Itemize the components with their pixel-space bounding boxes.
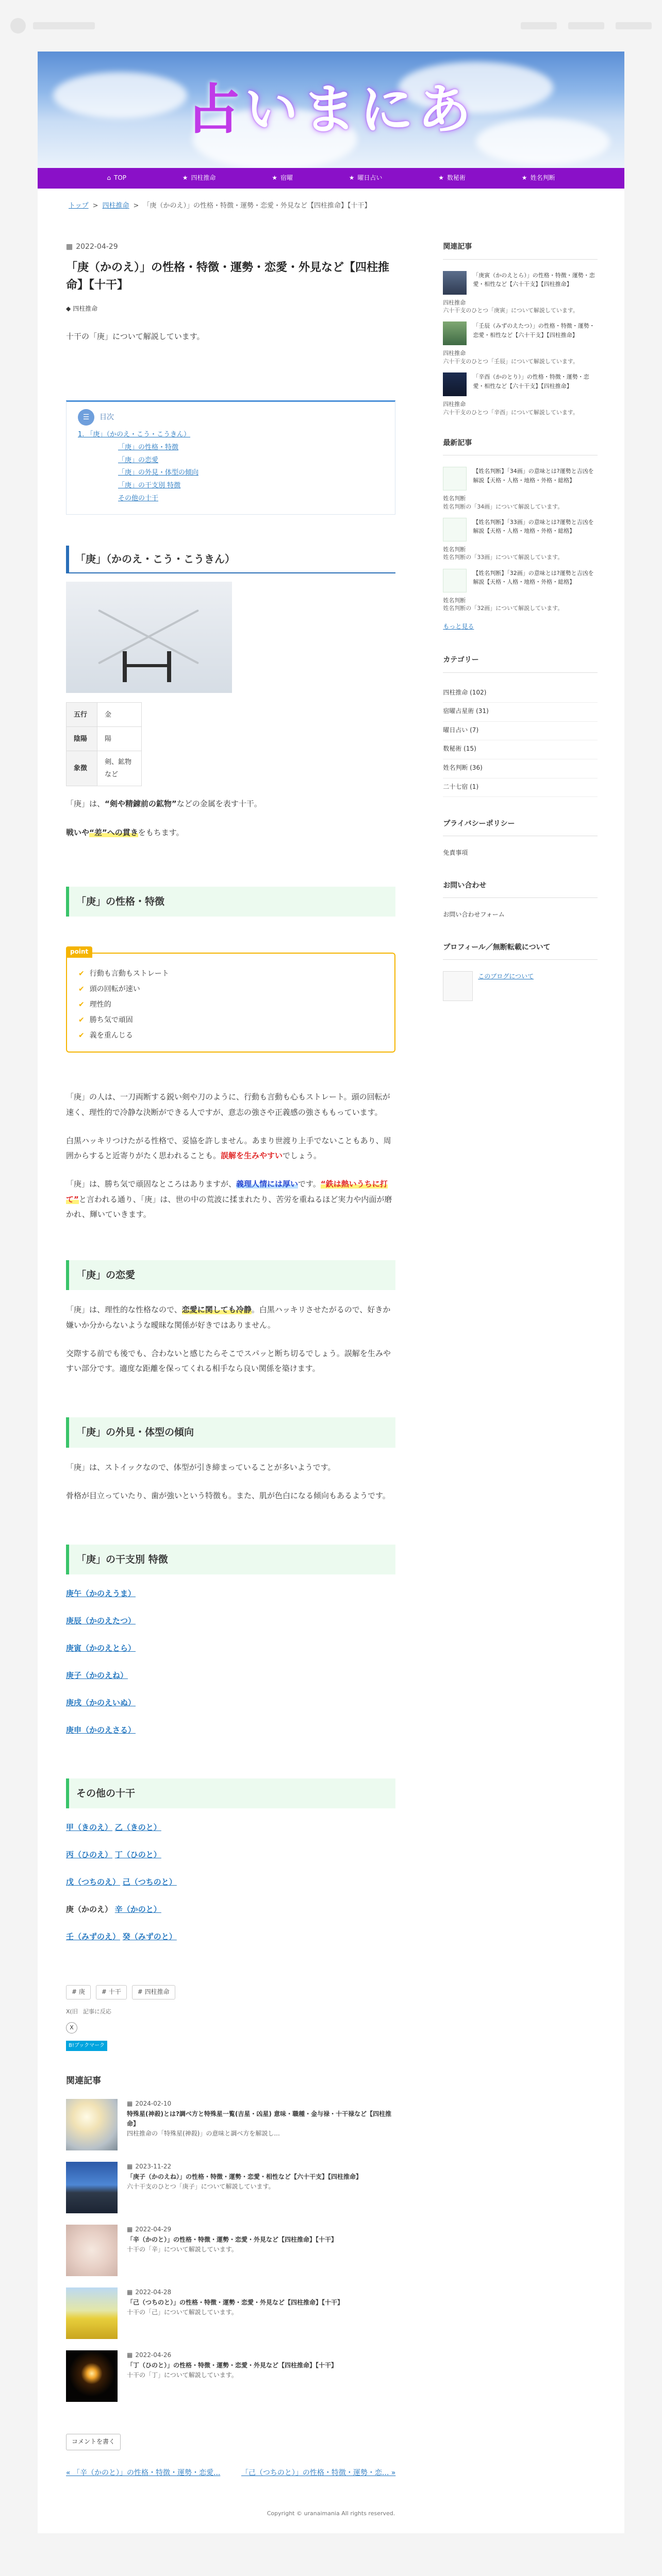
toc-item[interactable]: 1. 「庚」（かのえ・こう・こうきん） [78,431,191,439]
tag-chip[interactable]: # 十干 [96,1985,127,1999]
jikkan-link[interactable]: 乙（きのと） [114,1823,161,1833]
global-nav [38,168,624,189]
list-item: ✔ 勝ち気で頑固 [78,1012,383,1028]
list-item: ✔ 義を重んじる [78,1028,383,1043]
toc-subitem[interactable]: 「庚」の外見・体型の傾向 [118,469,199,477]
sidebar [443,241,598,2509]
category-item[interactable]: 曜日占い (7) [443,722,598,741]
tag-chip[interactable]: # 庚 [66,1985,91,1999]
related-item[interactable]: ▦ 2023-11-22 「庚子（かのえね）」の性格・特徴・運勢・恋愛・相性など【六十干支】【四柱推命】 六十干支のひとつ「庚子」について解説しています。 [66,2162,395,2213]
breadcrumb-current: 「庚（かのえ）」の性格・特徴・運勢・恋愛・外見など【四柱推命】【十干】 [143,202,371,210]
contact-link[interactable]: お問い合わせフォーム [443,911,505,919]
table-of-contents: ☰ 目次 1. 「庚」（かのえ・こう・こうきん） 「庚」の性格・特徴 「庚」の恋愛 「庚」の外見・体型の傾向 「庚」の干支別 特徴 その他の十干 [66,400,395,515]
category-item[interactable]: 姓名判断 (36) [443,759,598,778]
table-row: 五行 金 [67,703,142,727]
breadcrumb-category[interactable]: 四柱推命 [102,202,129,210]
related-heading: 関連記事 [66,2075,101,2086]
body-text: 「庚」は、理性的な性格なので、恋愛に関しても冷静。白黒ハッキリさせたがるので、好きか嫌いか分からないような曖昧な関係が好きではありません。 [66,1305,391,1330]
sidebar-post[interactable]: 「壬辰（みずのえたつ）」の性格・特徴・運勢・恋愛・相性など【六十干支】【四柱推命】 [443,321,598,345]
section-heading: 「庚」の干支別 特徴 [66,1545,395,1574]
category-widget: カテゴリー 四柱推命 (102) 宿曜占星術 (31) 曜日占い (7) 数秘術 (15) 姓名判断 (36) 二十七宿 (1) [443,654,598,797]
list-item: ✔ 行動も言動もストレート [78,966,383,981]
menu-icon[interactable] [10,18,26,33]
top-link[interactable] [616,22,652,29]
sidebar-post[interactable]: 「辛酉（かのとり）」の性格・特徴・運勢・恋愛・相性など【六十干支】【四柱推命】 [443,372,598,396]
nav-item-seimei[interactable]: ★ 姓名判断 [522,173,555,184]
related-item[interactable]: ▦ 2022-04-26 「丁（ひのと）」の性格・特徴・運勢・恋愛・外見など【四柱推命】【十干】 十干の「丁」について解説しています。 [66,2350,395,2402]
jikkan-link[interactable]: 己（つちのと） [122,1877,177,1887]
related-posts [66,2073,395,2402]
jikkan-link[interactable]: 甲（きのえ） [66,1823,113,1833]
nav-item-youbi[interactable]: ★ 曜日占い [349,173,383,184]
toc-subitem[interactable]: 「庚」の恋愛 [118,456,159,464]
sidebar-post[interactable]: 「庚寅（かのえとら）」の性格・特徴・運勢・恋愛・相性など【六十干支】【四柱推命】 [443,271,598,295]
thumbnail [66,2287,118,2339]
check-icon: ✔ [78,969,85,978]
category-item[interactable]: 四柱推命 (102) [443,684,598,703]
related-item[interactable]: ▦ 2022-04-29 「辛（かのと）」の性格・特徴・運勢・恋愛・外見など【四柱推命】【十干】 十干の「辛」について解説しています。 [66,2225,395,2276]
profile-widget: プロフィール／無断転載について このブログについて [443,941,598,1001]
jikkan-link[interactable]: 丙（ひのえ） [66,1850,113,1860]
category-item[interactable]: 二十七宿 (1) [443,778,598,798]
section-heading: 「庚」の恋愛 [66,1260,395,1290]
main-content [66,241,395,2509]
privacy-link[interactable]: 免責事項 [443,849,468,857]
calendar-icon: ▦ [127,2351,133,2359]
kanshi-link[interactable]: 庚午（かのえうま） [66,1589,136,1599]
tag-icon: ◆ [66,304,71,312]
nav-item-shichusuimei[interactable]: ★ 四柱推命 [183,173,216,184]
body-text: 「庚」は、勝ち気で頑固なところはありますが、義理人情には厚いです。“鉄は熱いうちに打て”と言われる通り、「庚」は、世の中の荒波に揉まれたり、苦労を重ねるほど実力や内面が磨かれ、輝いていきます。 [66,1179,392,1219]
star-icon: ★ [349,174,355,182]
calendar-icon: ▦ [127,2163,133,2171]
related-item[interactable]: ▦ 2024-02-10 特殊星(神殺)とは?調べ方と特殊星一覧(吉星・凶星) 意味・職種・金与禄・十干禄など【四柱推命】 四柱推命の「特殊星(神殺)」の意味と調べ方を解説し... [66,2099,395,2150]
list-icon: ☰ [78,409,94,426]
thumbnail [66,2225,118,2276]
thumbnail [443,372,467,396]
tag-chip[interactable]: # 四柱推命 [132,1985,175,1999]
more-link[interactable]: もっと見る [443,623,474,631]
check-icon: ✔ [78,1016,85,1025]
nav-item-numerology[interactable]: ★ 数秘術 [438,173,466,184]
toc-subitem[interactable]: 「庚」の性格・特徴 [118,444,179,452]
intro-text: 十干の「庚」について解説しています。 [66,332,205,342]
star-icon: ★ [521,174,527,182]
calendar-icon: ▦ [66,243,73,251]
body-text: 交際する前でも後でも、合わないと感じたらそこでスパッと断ち切るでしょう。誤解を生みやすい部分です。適度な距離を保ってくれる相手なら良い関係を築けます。 [66,1348,391,1374]
share-label[interactable]: 記事に反応 [82,2008,111,2015]
recent-posts: 最新記事 【姓名判断】「34画」の意味とは?運勢と吉凶を解説【天格・人格・地格・外格・総格】 姓名判断 姓名判断の「34画」について解説しています。 【姓名判断】「33画」の意味とは?運勢と吉凶を解説【天格・人格・地格・外格・総格】 姓名判断 姓名判断の「33画」について解説しています。 【姓名判断】「32画」の意味とは?運勢と吉凶を解説【天格・人格・地格・外格・総格】 姓名判断 姓名判断の「32画」について解説しています。 もっと見る [443,437,598,634]
section-heading: 「庚」の外見・体型の傾向 [66,1417,395,1447]
thumbnail [66,2162,118,2213]
popular-posts: 関連記事 「庚寅（かのえとら）」の性格・特徴・運勢・恋愛・相性など【六十干支】【四柱推命】 四柱推命 六十干支のひとつ「庚寅」について解説しています。 「壬辰（みずのえたつ）」の性格・特徴・運勢・恋愛・相性など【六十干支】【四柱推命】 四柱推命 六十干支のひとつ「壬辰」について解説しています。 「辛酉（かのとり）」の性格・特徴・運勢・恋愛・相性など【六十干支】【四柱推命】 四柱推命 六十干支のひとつ「辛酉」について解説しています。 [443,241,598,416]
section-heading: 「庚」の性格・特徴 [66,887,395,917]
kanshi-link[interactable]: 庚申（かのえさる） [66,1725,136,1735]
privacy-widget: プライバシーポリシー 免責事項 [443,818,598,859]
comment-button[interactable]: コメントを書く [66,2434,121,2450]
section-heading: その他の十干 [66,1778,395,1808]
list-item: ✔ 頭の回転が速い [78,981,383,997]
home-icon: ⌂ [107,174,111,182]
sidebar-post[interactable]: 【姓名判断】「33画」の意味とは?運勢と吉凶を解説【天格・人格・地格・外格・総格】 [443,518,598,541]
calendar-icon: ▦ [127,2289,133,2296]
swords-image [66,582,232,693]
star-icon: ★ [182,174,188,182]
toc-subitem[interactable]: 「庚」の干支別 特徴 [118,482,181,490]
nav-item-top[interactable]: ⌂ TOP [107,173,126,184]
calendar-icon: ▦ [127,2100,133,2108]
post-pager [66,2468,395,2479]
body-text: 「庚」は、“剣や精錬前の鉱物”などの金属を表す十干。 [66,799,262,809]
jikkan-link[interactable]: 癸（みずのと） [122,1932,177,1942]
prev-post-link[interactable]: « 「辛（かのと）」の性格・特徴・運勢・恋愛... [66,2469,221,2477]
thumbnail [443,467,467,490]
body-text: 戦いや“差”への貫きをもちます。 [66,827,184,837]
check-icon: ✔ [78,985,85,994]
jikkan-current: 庚（かのえ） [66,1905,113,1914]
thumbnail [443,321,467,345]
jikkan-link[interactable]: 丁（ひのと） [114,1850,161,1860]
x-share-icon[interactable]: X [66,2022,77,2033]
top-link[interactable] [521,22,557,29]
jikkan-link[interactable]: 辛（かのと） [114,1905,161,1914]
kanshi-link[interactable]: 庚戌（かのえいぬ） [66,1698,136,1708]
nav-item-sukuyo[interactable]: ★ 宿曜 [272,173,293,184]
body-text: 「庚」の人は、一刀両断する鋭い剣や刀のように、行動も言動も心もストレート。頭の回転が速く、理性的で冷静な決断ができる人ですが、意志の強さや正義感の強さももっています。 [66,1092,390,1117]
site-footer: Copyright © uranaimania All rights reserved. [267,2510,395,2517]
page-title: 「庚（かのえ）」の性格・特徴・運勢・恋愛・外見など【四柱推命】【十干】 [66,261,390,292]
kanshi-link[interactable]: 庚寅（かのえとら） [66,1643,136,1653]
site-logo[interactable]: 占いまにあ [186,78,476,141]
star-icon: ★ [272,174,278,182]
top-link[interactable] [568,22,604,29]
category-item[interactable]: 数秘術 (15) [443,740,598,759]
about-link[interactable]: このブログについて [478,972,534,980]
kanshi-link[interactable]: 庚辰（かのえたつ） [66,1616,136,1626]
kanshi-link[interactable]: 庚子（かのえね） [66,1671,128,1681]
jikkan-link[interactable]: 壬（みずのえ） [66,1932,121,1942]
post-date: ▦ 2022-04-29 [66,241,395,253]
post-category[interactable]: ◆ 四柱推命 [66,303,395,315]
table-row: 象徴 剣、鉱物など [67,751,142,786]
site-header [38,52,624,168]
body-text: 「庚」は、ストイックなので、体型が引き締まっていることが多いようです。 [66,1462,336,1472]
attributes-table [66,702,142,786]
share-label[interactable]: X(旧 [66,2008,78,2015]
contact-widget: お問い合わせ お問い合わせフォーム [443,879,598,921]
check-icon: ✔ [78,1031,85,1040]
next-post-link[interactable]: 「己（つちのと）」の性格・特徴・運勢・恋... » [241,2469,396,2477]
body-text: 骨格が目立っていたり、歯が強いという特徴も。また、肌が色白になる傾向もあるようです。 [66,1490,390,1500]
thumbnail [66,2099,118,2150]
star-icon: ★ [438,174,444,182]
check-icon: ✔ [78,1001,85,1009]
table-row: 陰陽 陽 [67,727,142,751]
hatena-bookmark-button[interactable]: B!ブックマーク [66,2041,107,2051]
avatar [443,971,473,1001]
jikkan-link[interactable]: 戊（つちのえ） [66,1877,121,1887]
tag-list [66,1985,395,1999]
top-bar [0,0,662,52]
site-search-placeholder [33,22,95,29]
section-heading: 「庚」（かのえ・こう・こうきん） [66,546,395,573]
category-item[interactable]: 宿曜占星術 (31) [443,703,598,722]
point-box: point ✔ 行動も言動もストレート ✔ 頭の回転が速い ✔ 理性的 ✔ 勝ち気で頑固 ✔ 義を重んじる [66,953,395,1053]
sidebar-post[interactable]: 【姓名判断】「32画」の意味とは?運勢と吉凶を解説【天格・人格・地格・外格・総格】 [443,569,598,592]
thumbnail [443,518,467,541]
calendar-icon: ▦ [127,2226,133,2233]
sidebar-post[interactable]: 【姓名判断】「34画」の意味とは?運勢と吉凶を解説【天格・人格・地格・外格・総格】 [443,467,598,490]
toc-subitem[interactable]: その他の十干 [118,494,159,502]
thumbnail [443,569,467,592]
body-text: 白黒ハッキリつけたがる性格で、妥協を許しません。あまり世渡り上手でないこともあり、周囲からすると近寄りがたく思われることも。誤解を生みやすいでしょう。 [66,1136,391,1161]
breadcrumb: トップ > 四柱推命 > 「庚（かのえ）」の性格・特徴・運勢・恋愛・外見など【四柱推命】【十干】 [38,189,624,220]
thumbnail [66,2350,118,2402]
share-row [66,2007,395,2017]
breadcrumb-home[interactable]: トップ [69,202,89,210]
related-item[interactable]: ▦ 2022-04-28 「己（つちのと）」の性格・特徴・運勢・恋愛・外見など【四柱推命】【十干】 十干の「己」について解説しています。 [66,2287,395,2339]
thumbnail [443,271,467,295]
list-item: ✔ 理性的 [78,997,383,1012]
